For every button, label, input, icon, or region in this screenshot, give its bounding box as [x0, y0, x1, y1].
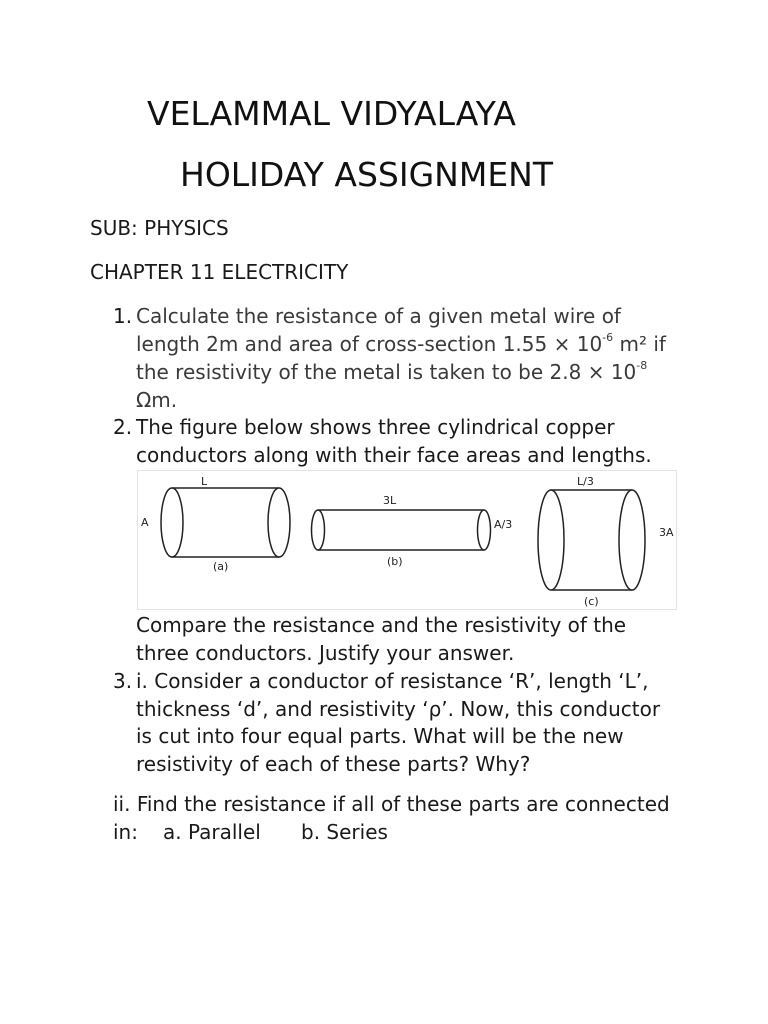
figure-border [138, 471, 677, 610]
assignment-title: HOLIDAY ASSIGNMENT [180, 155, 554, 194]
school-name: VELAMMAL VIDYALAYA [147, 94, 516, 133]
question-1-line-1: Calculate the resistance of a given metal wire of [136, 304, 621, 328]
cylinder-a [161, 488, 290, 557]
question-3-line-1: i. Consider a conductor of resistance ‘R’, length ‘L’, [136, 669, 649, 693]
cylinder-c-length-label: L/3 [577, 475, 594, 488]
question-3-part-2-line-1: ii. Find the resistance if all of these parts are connected [113, 792, 670, 816]
question-2-after-line-2: three conductors. Justify your answer. [136, 641, 515, 665]
cylinder-b-area-label: A/3 [494, 518, 513, 531]
question-2-line-1: The figure below shows three cylindrical copper [136, 415, 615, 439]
question-1-number: 1. [113, 304, 133, 328]
question-1-line-2: length 2m and area of cross-section $1.55 \times 10^{-6}$ m² if [136, 331, 666, 356]
cylinder-b [312, 510, 491, 550]
cylinder-c-caption: (c) [584, 595, 599, 608]
question-1-line-4: Ωm. [136, 388, 178, 412]
question-3-part-2-in: in: [113, 820, 138, 844]
question-2-line-2: conductors along with their face areas and lengths. [136, 443, 652, 467]
cylinder-a-area-label: A [141, 516, 149, 529]
cylinder-b-caption: (b) [387, 555, 403, 568]
cylinders-figure [137, 470, 677, 610]
subject-line: SUB: PHYSICS [90, 216, 229, 240]
question-1-line-3: the resistivity of the metal is taken to be $2.8 \times 10^{-8}$ [136, 359, 648, 384]
cylinder-a-length-label: L [201, 475, 208, 488]
question-3-number: 3. [113, 669, 133, 693]
question-2-after-line-1: Compare the resistance and the resistivity of the [136, 613, 627, 637]
question-2-number: 2. [113, 415, 133, 439]
cylinder-b-length-label: 3L [383, 494, 397, 507]
cylinder-c-area-label: 3A [659, 526, 674, 539]
question-3-line-3: is cut into four equal parts. What will be the new [136, 724, 624, 748]
exponent: -6 [602, 331, 614, 345]
cylinder-a-caption: (a) [213, 560, 229, 573]
question-3-line-4: resistivity of each of these parts? Why? [136, 752, 531, 776]
question-3-line-2: thickness ‘d’, and resistivity ‘ρ’. Now, this conductor [136, 697, 661, 721]
exponent: -8 [636, 359, 648, 373]
option-series: b. Series [301, 820, 388, 844]
chapter-line: CHAPTER 11 ELECTRICITY [90, 260, 349, 284]
option-parallel: a. Parallel [163, 820, 261, 844]
cylinder-c [538, 490, 645, 590]
